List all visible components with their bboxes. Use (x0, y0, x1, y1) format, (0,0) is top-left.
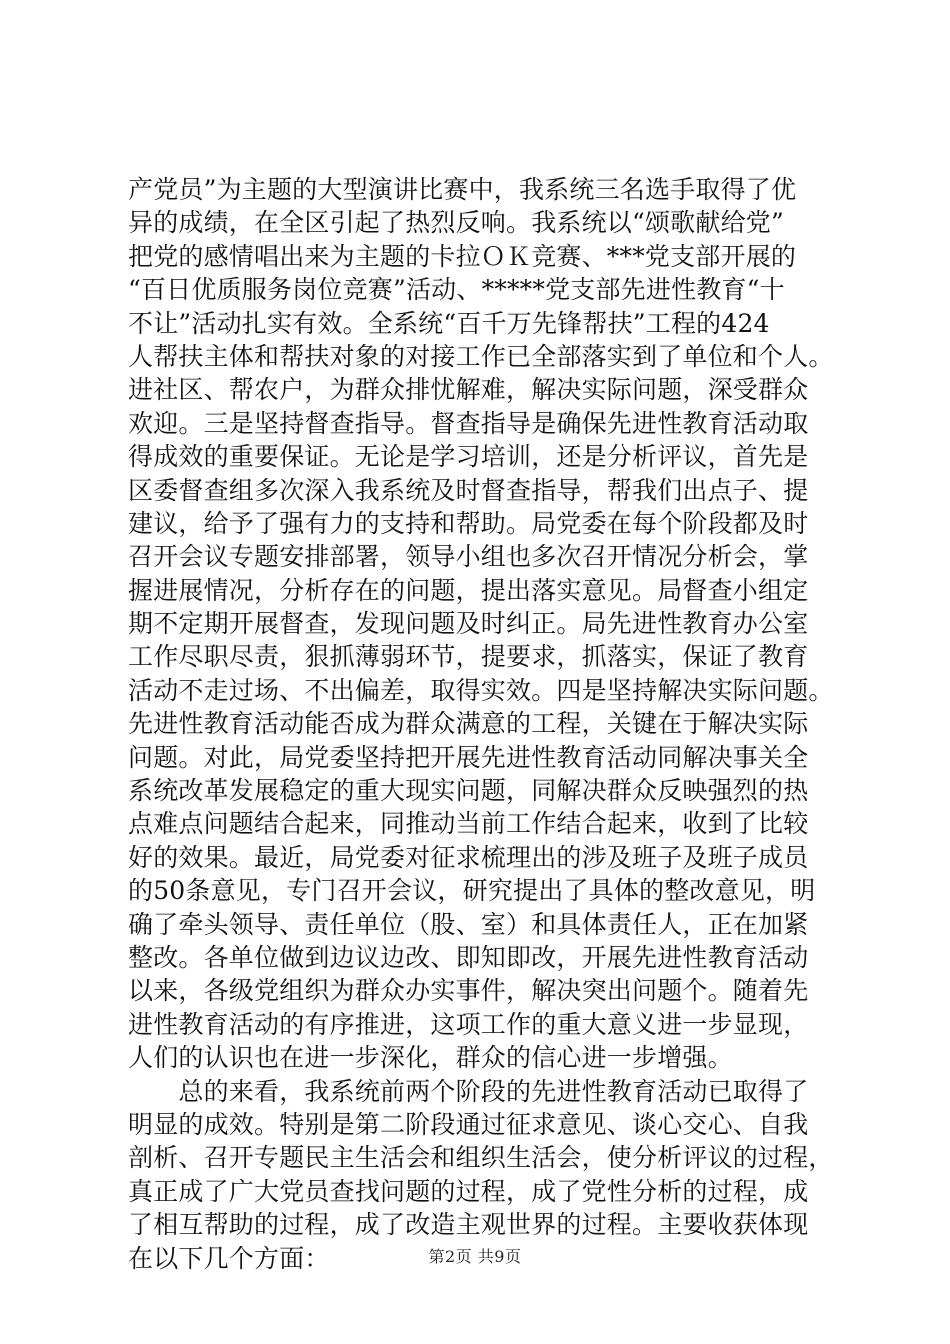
text-line: “百日优质服务岗位竞赛”活动、*****党支部先进性教育“十 (128, 275, 785, 305)
text-line: 在以下几个方面： (128, 1243, 330, 1273)
text-line: 召开会议专题安排部署，领导小组也多次召开情况分析会，掌 (128, 542, 809, 572)
text-line: 期不定期开展督查，发现问题及时纠正。局先进性教育办公室 (128, 609, 809, 639)
page-footer (0, 1244, 950, 1267)
text-line: 以来，各级党组织为群众办实事件，解决突出问题个。随着先 (128, 976, 809, 1006)
text-line: 建议，给予了强有力的支持和帮助。局党委在每个阶段都及时 (128, 508, 809, 538)
text-line: 问题。对此，局党委坚持把开展先进性教育活动同解决事关全 (128, 742, 809, 772)
text-line: 异的成绩，在全区引起了热烈反响。我系统以“颂歌献给党” (128, 208, 784, 238)
text-line: 剖析、召开专题民主生活会和组织生活会，使分析评议的过程， (128, 1143, 834, 1173)
text-line: 确了牵头领导、责任单位（股、室）和具体责任人，正在加紧 (128, 909, 809, 939)
text-line: 进社区、帮农户，为群众排忧解难，解决实际问题，深受群众 (128, 375, 809, 405)
body-text (128, 173, 868, 1275)
text-line: 活动不走过场、不出偏差，取得实效。四是坚持解决实际问题。 (128, 675, 834, 705)
text-line: 系统改革发展稳定的重大现实问题，同解决群众反映强烈的热 (128, 776, 809, 806)
text-line: 了相互帮助的过程，成了改造主观世界的过程。主要收获体现 (128, 1210, 809, 1240)
text-line: 工作尽职尽责，狠抓薄弱环节，提要求，抓落实，保证了教育 (128, 642, 809, 672)
page-number-label: 第2页 共9页 (428, 1247, 522, 1266)
text-line: 得成效的重要保证。无论是学习培训，还是分析评议，首先是 (128, 442, 809, 472)
text-line: 进性教育活动的有序推进，这项工作的重大意义进一步显现， (128, 1009, 809, 1039)
text-line: 点难点问题结合起来，同推动当前工作结合起来，收到了比较 (128, 809, 809, 839)
text-line: 产党员”为主题的大型演讲比赛中，我系统三名选手取得了优 (128, 175, 797, 204)
text-line: 明显的成效。特别是第二阶段通过征求意见、谈心交心、自我 (128, 1109, 809, 1139)
text-line: 真正成了广大党员查找问题的过程，成了党性分析的过程，成 (128, 1176, 809, 1206)
text-line: 好的效果。最近，局党委对征求梳理出的涉及班子及班子成员 (128, 842, 809, 872)
text-line: 握进展情况，分析存在的问题，提出落实意见。局督查小组定 (128, 575, 809, 605)
text-line: 整改。各单位做到边议边改、即知即改，开展先进性教育活动 (128, 942, 809, 972)
text-line: 的50条意见，专门召开会议，研究提出了具体的整改意见，明 (128, 876, 816, 906)
text-line: 人帮扶主体和帮扶对象的对接工作已全部落实到了单位和个人。 (128, 341, 834, 371)
text-line: 欢迎。三是坚持督查指导。督查指导是确保先进性教育活动取 (128, 408, 809, 438)
text-line: 总的来看，我系统前两个阶段的先进性教育活动已取得了 (128, 1076, 809, 1106)
text-line: 先进性教育活动能否成为群众满意的工程，关键在于解决实际 (128, 709, 809, 739)
text-line: 区委督查组多次深入我系统及时督查指导，帮我们出点子、提 (128, 475, 809, 505)
text-line: 人们的认识也在进一步深化，群众的信心进一步增强。 (128, 1043, 733, 1073)
text-line: 不让”活动扎实有效。全系统“百千万先锋帮扶”工程的424 (128, 308, 770, 338)
text-line: 把党的感情唱出来为主题的卡拉ＯＫ竞赛、***党支部开展的 (128, 241, 797, 271)
